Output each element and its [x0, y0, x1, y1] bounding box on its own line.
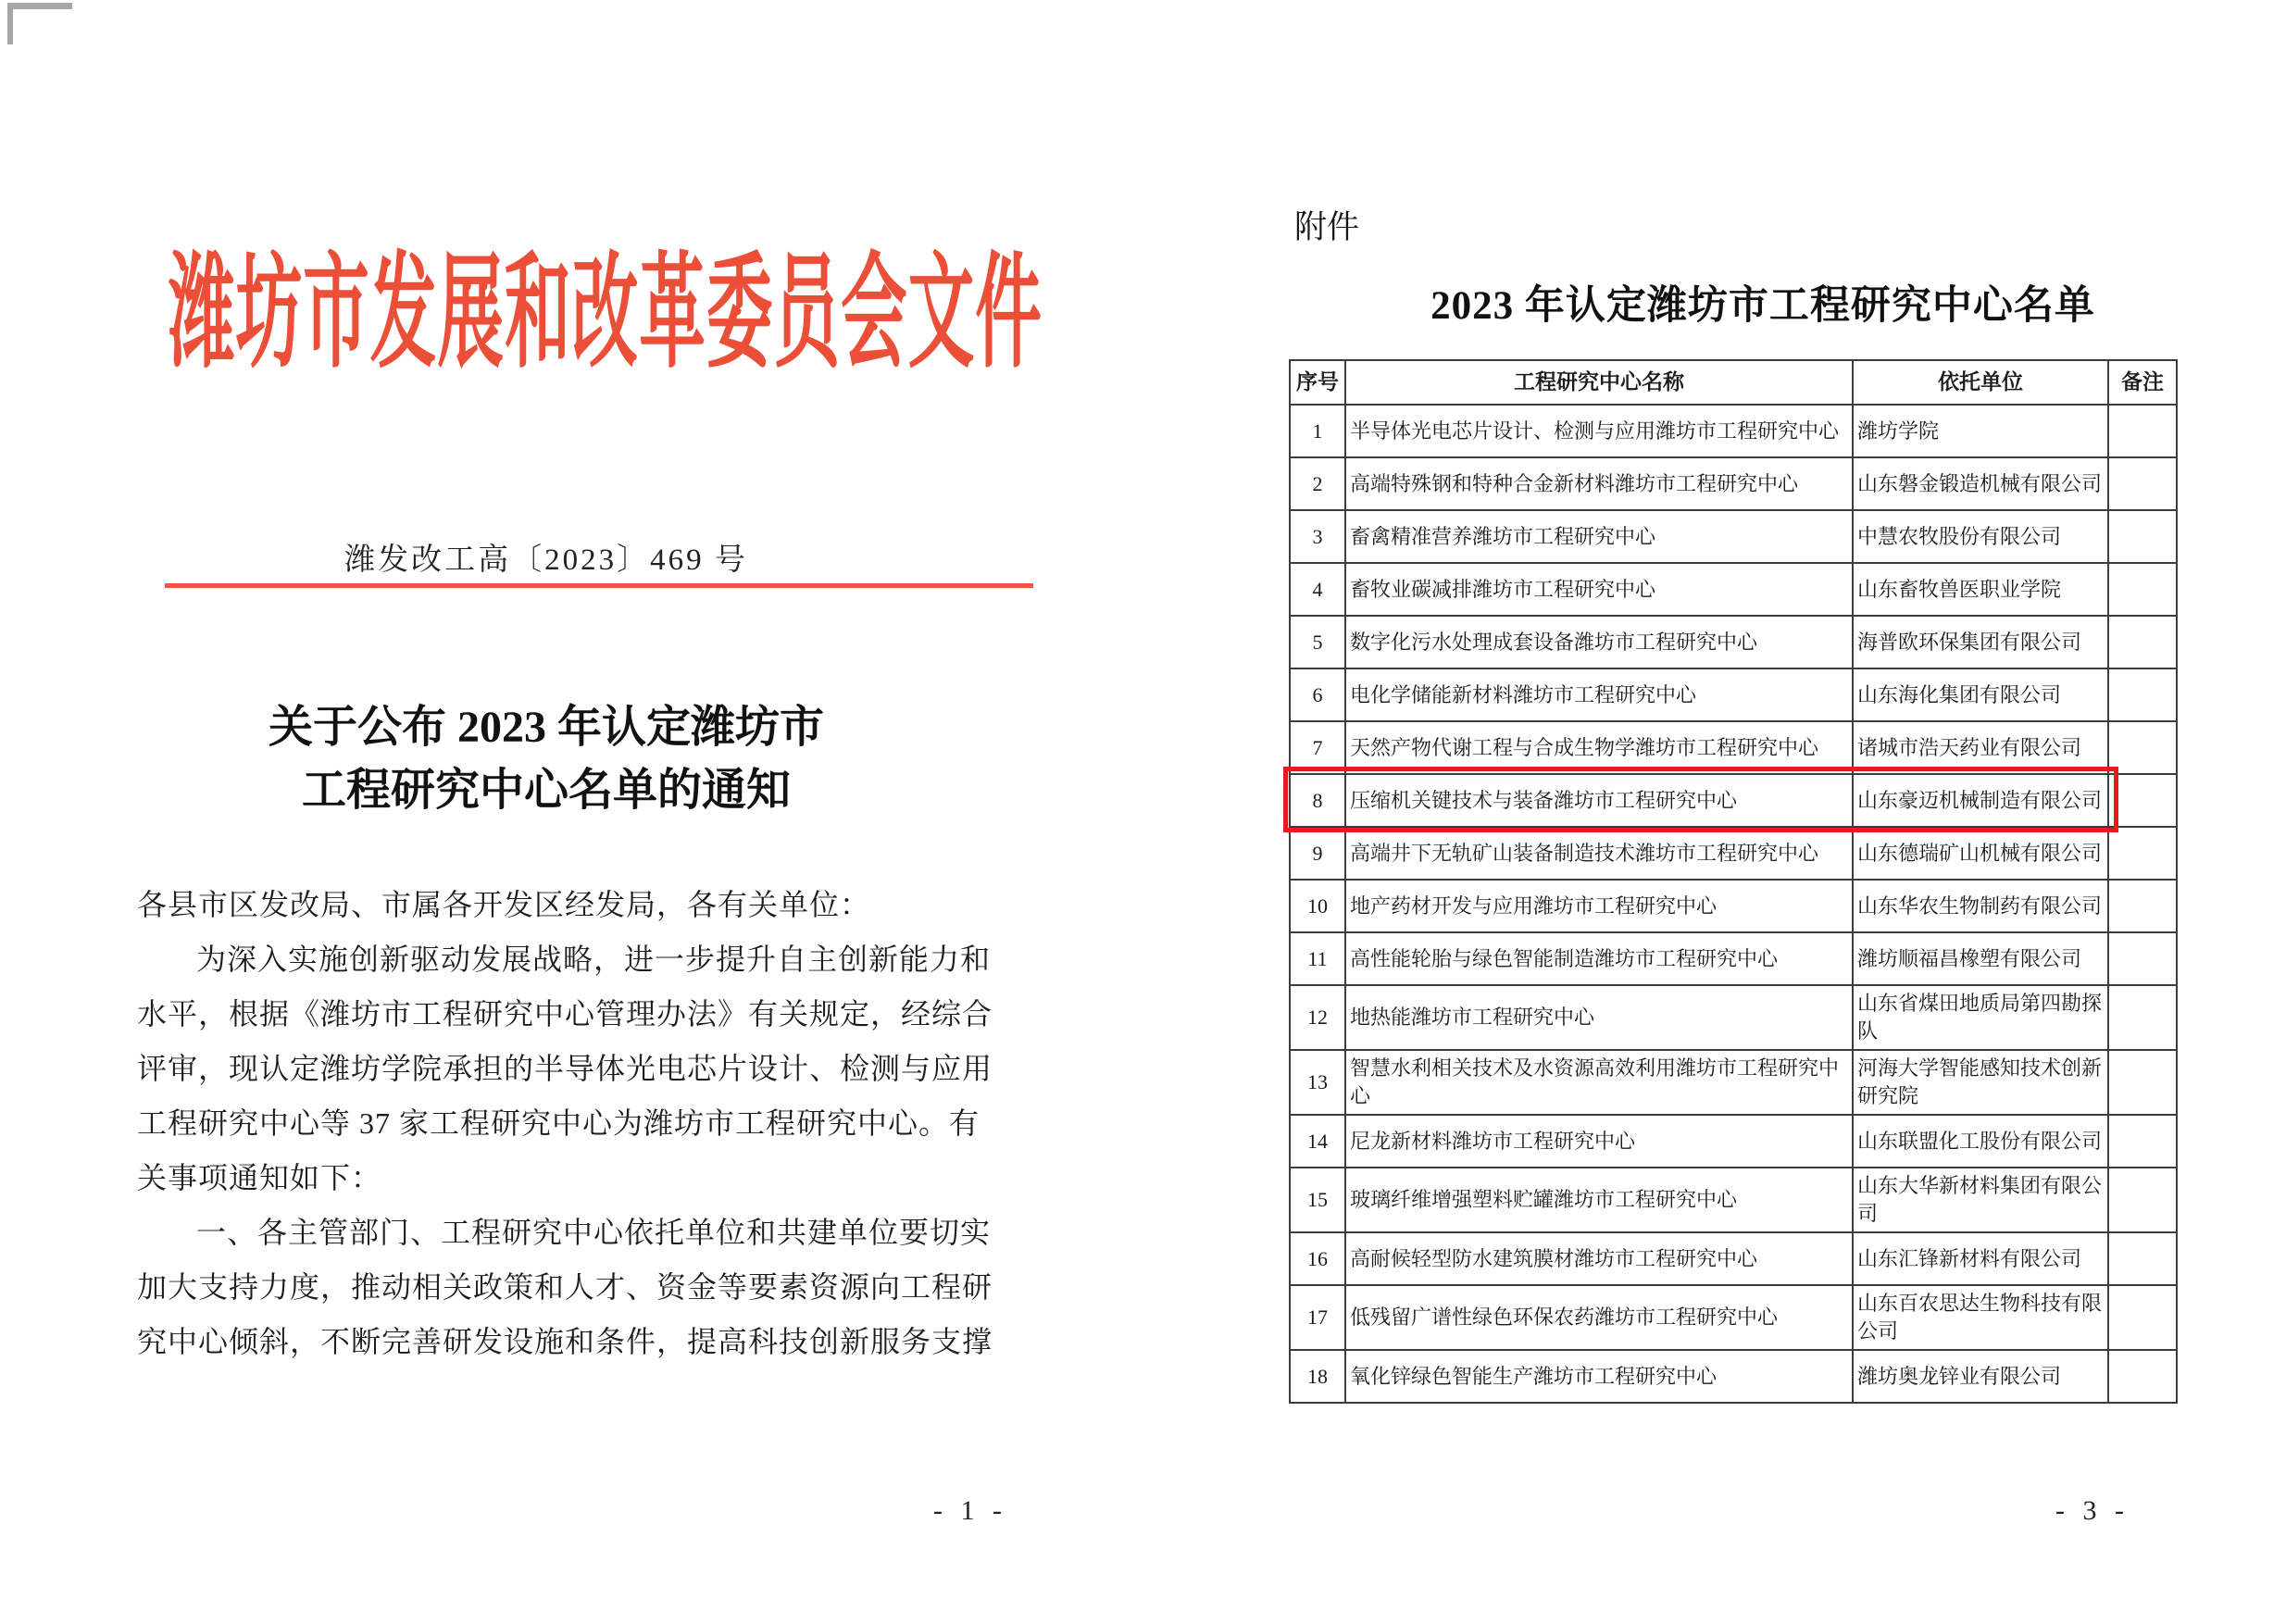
- supporting-org: 潍坊学院: [1853, 405, 2108, 457]
- supporting-org: 潍坊奥龙锌业有限公司: [1853, 1350, 2108, 1403]
- table-row: [1290, 932, 2177, 985]
- center-name: 半导体光电芯片设计、检测与应用潍坊市工程研究中心: [1345, 405, 1853, 457]
- table-row: [1290, 1168, 2177, 1232]
- table-header-row: [1290, 360, 2177, 405]
- remark: [2108, 616, 2177, 668]
- remark: [2108, 1115, 2177, 1168]
- row-number: 6: [1290, 668, 1345, 721]
- supporting-org: 中慧农牧股份有限公司: [1853, 510, 2108, 563]
- table-row: [1290, 1232, 2177, 1285]
- banner-title: 潍坊市发展和改革委员会文件: [169, 245, 1043, 383]
- supporting-org: 山东汇锋新材料有限公司: [1853, 1232, 2108, 1285]
- table-header-cell: 依托单位: [1853, 360, 2108, 405]
- remark: [2108, 510, 2177, 563]
- table-row: [1290, 1050, 2177, 1115]
- remark: [2108, 563, 2177, 616]
- row-number: 11: [1290, 932, 1345, 985]
- remark: [2108, 405, 2177, 457]
- center-name: 高耐候轻型防水建筑膜材潍坊市工程研究中心: [1345, 1232, 1853, 1285]
- center-list-table-wrap: [1289, 359, 2176, 1404]
- center-name: 高性能轮胎与绿色智能制造潍坊市工程研究中心: [1345, 932, 1853, 985]
- supporting-org: 山东联盟化工股份有限公司: [1853, 1115, 2108, 1168]
- row-number: 9: [1290, 827, 1345, 880]
- doc-number: 潍发改工高〔2023〕469 号: [344, 543, 748, 577]
- remark: [2108, 985, 2177, 1050]
- row-number: 10: [1290, 880, 1345, 932]
- body-text: [137, 878, 993, 1369]
- table-row: [1290, 510, 2177, 563]
- attachment-table-title: 2023 年认定潍坊市工程研究中心名单: [1430, 284, 2095, 328]
- notice-title: [0, 696, 1093, 822]
- remark: [2108, 457, 2177, 510]
- center-name: 畜禽精准营养潍坊市工程研究中心: [1345, 510, 1853, 563]
- center-list-table: [1289, 359, 2178, 1404]
- table-header-cell: 备注: [2108, 360, 2177, 405]
- center-name: 数字化污水处理成套设备潍坊市工程研究中心: [1345, 616, 1853, 668]
- body-line: 究中心倾斜，不断完善研发设施和条件，提高科技创新服务支撑: [137, 1325, 993, 1358]
- table-row: [1290, 616, 2177, 668]
- remark: [2108, 880, 2177, 932]
- supporting-org: 山东海化集团有限公司: [1853, 668, 2108, 721]
- table-row: [1290, 1350, 2177, 1403]
- attachment-label: 附件: [1294, 209, 1360, 245]
- body-line: 一、各主管部门、工程研究中心依托单位和共建单位要切实: [196, 1216, 992, 1249]
- center-name: 智慧水利相关技术及水资源高效利用潍坊市工程研究中心: [1345, 1050, 1853, 1115]
- table-row: [1290, 668, 2177, 721]
- body-line: 为深入实施创新驱动发展战略，进一步提升自主创新能力和: [196, 943, 992, 976]
- center-name: 高端井下无轨矿山装备制造技术潍坊市工程研究中心: [1345, 827, 1853, 880]
- remark: [2108, 1050, 2177, 1115]
- table-row: [1290, 563, 2177, 616]
- supporting-org: 潍坊顺福昌橡塑有限公司: [1853, 932, 2108, 985]
- body-line: 加大支持力度，推动相关政策和人才、资金等要素资源向工程研: [137, 1270, 993, 1304]
- table-row: [1290, 405, 2177, 457]
- supporting-org: 山东大华新材料集团有限公司: [1853, 1168, 2108, 1232]
- remark: [2108, 1232, 2177, 1285]
- supporting-org: 河海大学智能感知技术创新研究院: [1853, 1050, 2108, 1115]
- remark: [2108, 1285, 2177, 1350]
- body-line: 评审，现认定潍坊学院承担的半导体光电芯片设计、检测与应用: [137, 1052, 993, 1085]
- center-name: 畜牧业碳减排潍坊市工程研究中心: [1345, 563, 1853, 616]
- remark: [2108, 827, 2177, 880]
- center-name: 玻璃纤维增强塑料贮罐潍坊市工程研究中心: [1345, 1168, 1853, 1232]
- body-line: 工程研究中心等 37 家工程研究中心为潍坊市工程研究中心。有: [137, 1106, 981, 1140]
- center-name: 电化学储能新材料潍坊市工程研究中心: [1345, 668, 1853, 721]
- row-number: 3: [1290, 510, 1345, 563]
- remark: [2108, 1350, 2177, 1403]
- center-name: 高端特殊钢和特种合金新材料潍坊市工程研究中心: [1345, 457, 1853, 510]
- remark: [2108, 774, 2177, 827]
- center-name: 尼龙新材料潍坊市工程研究中心: [1345, 1115, 1853, 1168]
- supporting-org: 山东磐金锻造机械有限公司: [1853, 457, 2108, 510]
- notice-title-line2: 工程研究中心名单的通知: [301, 766, 791, 815]
- supporting-org: 诸城市浩天药业有限公司: [1853, 721, 2108, 774]
- supporting-org: 山东德瑞矿山机械有限公司: [1853, 827, 2108, 880]
- table-row: [1290, 827, 2177, 880]
- supporting-org: 山东豪迈机械制造有限公司: [1853, 774, 2108, 827]
- center-name: 压缩机关键技术与装备潍坊市工程研究中心: [1345, 774, 1853, 827]
- table-row: [1290, 1115, 2177, 1168]
- supporting-org: 海普欧环保集团有限公司: [1853, 616, 2108, 668]
- row-number: 4: [1290, 563, 1345, 616]
- table-row: [1290, 1285, 2177, 1350]
- red-divider-line: [165, 583, 1033, 588]
- row-number: 15: [1290, 1168, 1345, 1232]
- row-number: 8: [1290, 774, 1345, 827]
- row-number: 7: [1290, 721, 1345, 774]
- center-name: 地产药材开发与应用潍坊市工程研究中心: [1345, 880, 1853, 932]
- page-number-right: - 3 -: [2055, 1495, 2130, 1526]
- center-name: 低残留广谱性绿色环保农药潍坊市工程研究中心: [1345, 1285, 1853, 1350]
- remark: [2108, 1168, 2177, 1232]
- center-name: 氧化锌绿色智能生产潍坊市工程研究中心: [1345, 1350, 1853, 1403]
- table-row: [1290, 880, 2177, 932]
- row-number: 12: [1290, 985, 1345, 1050]
- remark: [2108, 932, 2177, 985]
- center-name: 地热能潍坊市工程研究中心: [1345, 985, 1853, 1050]
- body-line: 关事项通知如下：: [137, 1161, 382, 1194]
- notice-title-line1: 关于公布 2023 年认定潍坊市: [268, 703, 824, 752]
- row-number: 13: [1290, 1050, 1345, 1115]
- row-number: 16: [1290, 1232, 1345, 1285]
- page-attachment: [1143, 0, 2286, 1624]
- supporting-org: 山东畜牧兽医职业学院: [1853, 563, 2108, 616]
- table-row: [1290, 721, 2177, 774]
- table-header-cell: 序号: [1290, 360, 1345, 405]
- table-header-cell: 工程研究中心名称: [1345, 360, 1853, 405]
- page-number-left: - 1 -: [933, 1495, 1007, 1526]
- row-number: 1: [1290, 405, 1345, 457]
- row-number: 18: [1290, 1350, 1345, 1403]
- table-row: [1290, 985, 2177, 1050]
- row-number: 17: [1290, 1285, 1345, 1350]
- supporting-org: 山东百农思达生物科技有限公司: [1853, 1285, 2108, 1350]
- supporting-org: 山东省煤田地质局第四勘探队: [1853, 985, 2108, 1050]
- row-number: 5: [1290, 616, 1345, 668]
- remark: [2108, 721, 2177, 774]
- body-line: 水平，根据《潍坊市工程研究中心管理办法》有关规定，经综合: [137, 997, 993, 1031]
- remark: [2108, 668, 2177, 721]
- row-number: 2: [1290, 457, 1345, 510]
- supporting-org: 山东华农生物制药有限公司: [1853, 880, 2108, 932]
- body-line: 各县市区发改局、市属各开发区经发局，各有关单位：: [137, 888, 871, 921]
- row-number: 14: [1290, 1115, 1345, 1168]
- center-name: 天然产物代谢工程与合成生物学潍坊市工程研究中心: [1345, 721, 1853, 774]
- table-row: [1290, 457, 2177, 510]
- table-row: [1290, 774, 2177, 827]
